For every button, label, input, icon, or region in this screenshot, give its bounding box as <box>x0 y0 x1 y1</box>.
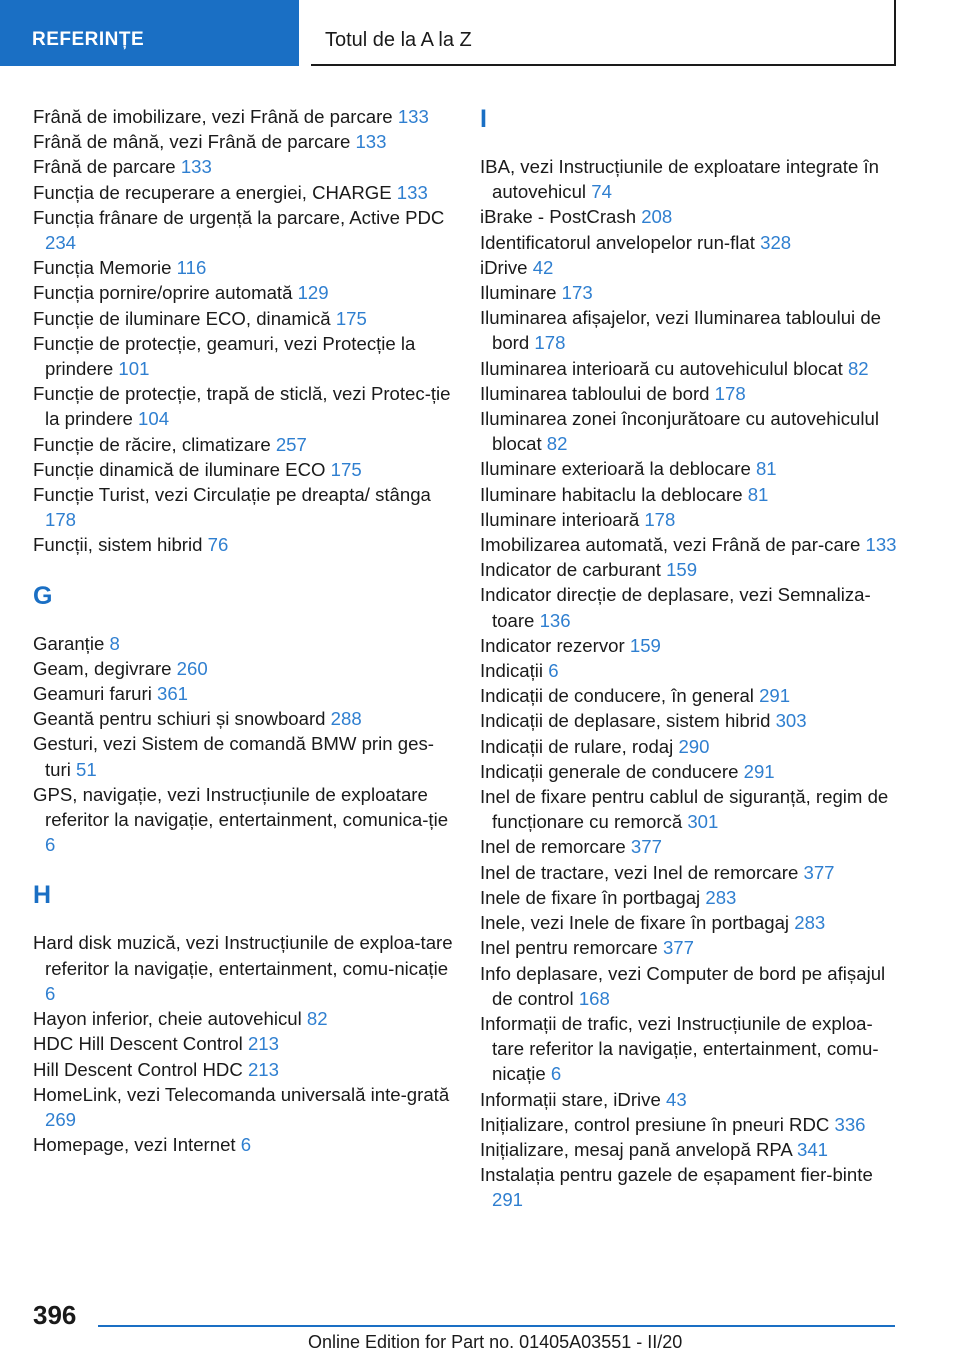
chapter-title: Totul de la A la Z <box>325 29 472 51</box>
page-reference-link[interactable]: 133 <box>180 156 212 178</box>
page-reference-link[interactable]: 208 <box>641 206 673 228</box>
index-entry <box>480 961 900 1011</box>
index-entry <box>33 681 453 706</box>
index-entry <box>33 331 453 381</box>
index-entry-text: Iluminarea afișajelor, vezi Iluminarea tabloului de bord <box>480 307 882 354</box>
index-entry <box>480 230 900 255</box>
index-entry-text: HDC Hill Descent Control <box>33 1033 243 1055</box>
index-entry <box>480 204 900 229</box>
page-reference-link[interactable]: 133 <box>396 181 428 203</box>
page-reference-link[interactable]: 82 <box>306 1008 328 1030</box>
page-reference-link[interactable]: 178 <box>45 509 77 531</box>
index-entry <box>480 381 900 406</box>
page-reference-link[interactable]: 133 <box>865 534 897 556</box>
footer-divider <box>98 1325 895 1327</box>
index-entry-text: Funcția pornire/oprire automată <box>33 282 293 304</box>
page-reference-link[interactable]: 101 <box>118 358 150 380</box>
page-reference-link[interactable]: 6 <box>550 1063 562 1085</box>
index-entry <box>33 731 453 781</box>
index-entry-text: Indicator rezervor <box>480 634 625 656</box>
index-entry-text: Indicator direcție de deplasare, vezi Semnaliza‐toare <box>480 584 871 631</box>
page-reference-link[interactable]: 74 <box>591 181 612 203</box>
index-entry-text: Funcția Memorie <box>33 257 172 279</box>
page-reference-link[interactable]: 234 <box>45 232 77 254</box>
index-column-right <box>480 104 900 1213</box>
page-reference-link[interactable]: 328 <box>760 231 792 253</box>
page-reference-link[interactable]: 159 <box>629 634 661 656</box>
index-entry-text: Homepage, vezi Internet <box>33 1134 236 1156</box>
index-entry-text: Hayon inferior, cheie autovehicul <box>33 1008 302 1030</box>
index-entry-text: Funcția frânare de urgență la parcare, Active PDC <box>33 206 445 228</box>
index-entry-text: Funcții, sistem hibrid <box>33 534 203 556</box>
index-entry <box>33 1031 453 1056</box>
index-entry-text: Indicații de deplasare, sistem hibrid <box>480 710 771 732</box>
page-reference-link[interactable]: 257 <box>275 433 307 455</box>
index-entry <box>480 885 900 910</box>
chapter-title-box <box>311 0 896 66</box>
page-reference-link[interactable]: 173 <box>561 282 593 304</box>
page-reference-link[interactable]: 116 <box>176 257 207 279</box>
index-entry <box>33 656 453 681</box>
index-entry <box>480 1162 900 1212</box>
page-reference-link[interactable]: 341 <box>796 1138 829 1160</box>
index-entry-text: Iluminarea tabloului de bord <box>480 382 710 404</box>
page-reference-link[interactable]: 6 <box>548 660 559 682</box>
page-reference-link[interactable]: 178 <box>534 332 566 354</box>
page-reference-link[interactable]: 178 <box>644 508 676 530</box>
index-entry <box>33 631 453 656</box>
page-reference-link[interactable]: 260 <box>176 657 208 679</box>
index-entry-text: Informații stare, iDrive <box>480 1088 661 1110</box>
index-entry-text: Iluminare exterioară la deblocare <box>480 458 751 480</box>
index-entry-text: Frână de mână, vezi Frână de parcare <box>33 131 351 153</box>
index-entry <box>33 1006 453 1031</box>
index-entry <box>33 532 453 557</box>
index-entry-text: Geam, degivrare <box>33 657 172 679</box>
index-entry-text: Indicații generale de conducere <box>480 760 739 782</box>
index-entry-text: Instalația pentru gazele de eșapament fier‐binte <box>480 1164 873 1186</box>
page-reference-link[interactable]: 6 <box>45 834 56 856</box>
index-letter-heading: G <box>33 581 53 610</box>
index-entry <box>480 532 900 557</box>
index-entry-text: Indicații <box>480 660 544 682</box>
index-entry <box>33 381 453 431</box>
index-entry-text: Funcție de răcire, climatizare <box>33 433 271 455</box>
page-reference-link[interactable]: 51 <box>76 758 97 780</box>
page-reference-link[interactable]: 6 <box>240 1134 252 1156</box>
index-entry <box>33 432 453 457</box>
index-entry-text: Iluminare habitaclu la deblocare <box>480 483 743 505</box>
index-entry <box>480 356 900 381</box>
page-reference-link[interactable]: 213 <box>247 1033 279 1055</box>
index-entry-text: Hard disk muzică, vezi Instrucțiunile de exploa‐tare referitor la navigație, entertainment, comu‐nicație <box>33 932 453 979</box>
index-entry <box>33 104 453 129</box>
index-entry-text: Iluminarea zonei înconjurătoare cu autovehiculul blocat <box>480 408 879 455</box>
index-entry-text: Inel de fixare pentru cablul de siguranță, regim de funcționare cu remorcă <box>480 786 889 833</box>
page-reference-link[interactable]: 8 <box>109 632 120 654</box>
index-letter-heading: H <box>33 881 52 910</box>
index-entry <box>33 457 453 482</box>
index-entry-text: Inele de fixare în portbagaj <box>480 886 701 908</box>
index-entry <box>480 759 900 784</box>
index-entry <box>33 482 453 532</box>
index-entry-text: Indicații de conducere, în general <box>480 685 754 707</box>
index-entry-text: Identificatorul anvelopelor run-flat <box>480 231 755 253</box>
index-entry <box>33 280 453 305</box>
index-entry <box>33 706 453 731</box>
index-entry <box>33 180 453 205</box>
index-entry <box>480 305 900 355</box>
index-entry <box>33 306 453 331</box>
section-label: REFERINȚE <box>32 29 145 50</box>
index-entry <box>480 1137 900 1162</box>
page-number: 396 <box>33 1300 77 1330</box>
index-entry-text: Informații de trafic, vezi Instrucțiunile de exploa‐tare referitor la navigație, entertainment, comu‐nicație <box>480 1012 879 1085</box>
index-entry-text: Info deplasare, vezi Computer de bord pe afișajul de control <box>480 962 886 1009</box>
index-entry-text: Iluminare interioară <box>480 508 640 530</box>
section-tab <box>0 0 299 66</box>
page-reference-link[interactable]: 336 <box>834 1113 866 1135</box>
page-reference-link[interactable]: 168 <box>578 987 610 1009</box>
index-entry <box>480 834 900 859</box>
index-entry <box>480 935 900 960</box>
index-entry-text: Inițializare, mesaj pană anvelopă RPA <box>480 1138 792 1160</box>
index-letter-heading: I <box>480 105 487 133</box>
page-reference-link[interactable]: 301 <box>687 811 719 833</box>
page-reference-link[interactable]: 82 <box>847 357 869 379</box>
index-entry-text: iBrake - PostCrash <box>480 206 637 228</box>
index-entry-text: Frână de parcare <box>33 156 176 178</box>
index-entry-text: Gesturi, vezi Sistem de comandă BMW prin ges‐turi <box>33 733 434 780</box>
page-reference-link[interactable]: 377 <box>630 836 662 858</box>
page-reference-link[interactable]: 291 <box>759 685 791 707</box>
index-entry-text: Funcția de recuperare a energiei, CHARGE <box>33 181 392 203</box>
index-entry <box>480 482 900 507</box>
page-header <box>0 0 960 66</box>
page-reference-link[interactable]: 81 <box>755 458 777 480</box>
index-entry <box>33 154 453 179</box>
page-reference-link[interactable]: 283 <box>705 886 737 908</box>
index-entry <box>33 205 453 255</box>
index-entry <box>480 658 900 683</box>
index-entry <box>33 129 453 154</box>
index-entry-text: Imobilizarea automată, vezi Frână de par‐care <box>480 534 861 556</box>
index-entry-text: Inel de tractare, vezi Inel de remorcare <box>480 861 799 883</box>
index-entry <box>480 708 900 733</box>
index-entry-text: iDrive <box>480 256 528 278</box>
index-entry-text: Funcție de protecție, trapă de sticlă, vezi Protec‐ție la prindere <box>33 383 451 430</box>
page-reference-link[interactable]: 43 <box>666 1088 687 1110</box>
index-entry <box>480 633 900 658</box>
page-reference-link[interactable]: 377 <box>662 937 694 959</box>
page-reference-link[interactable]: 136 <box>539 609 571 631</box>
index-entry-text: Geamuri faruri <box>33 683 152 705</box>
index-entry <box>33 782 453 858</box>
index-entry-text: Funcție de protecție, geamuri, vezi Protecție la prindere <box>33 332 416 380</box>
index-entry-text: Indicații de rulare, rodaj <box>480 735 674 757</box>
index-entry <box>33 1132 453 1157</box>
page-reference-link[interactable]: 175 <box>335 307 367 329</box>
index-entry-text: Inel pentru remorcare <box>480 937 658 959</box>
index-entry <box>480 406 900 456</box>
page-reference-link[interactable]: 133 <box>397 106 429 127</box>
page-reference-link[interactable]: 283 <box>794 912 826 934</box>
footer-edition-text: Online Edition for Part no. 01405A03551 - II/20 <box>308 1332 683 1352</box>
index-entry <box>480 582 900 632</box>
page-reference-link[interactable]: 290 <box>678 735 710 757</box>
page-reference-link[interactable]: 213 <box>247 1058 279 1080</box>
page-reference-link[interactable]: 82 <box>546 433 568 455</box>
index-entry-text: Inele, vezi Inele de fixare în portbagaj <box>480 912 790 934</box>
index-entry <box>480 456 900 481</box>
index-entry <box>480 507 900 532</box>
index-entry-text: Inel de remorcare <box>480 836 626 858</box>
index-entry <box>480 784 900 834</box>
index-entry-text: Geantă pentru schiuri și snowboard <box>33 708 326 730</box>
index-entry <box>33 255 453 280</box>
index-entry-text: Inițializare, control presiune în pneuri RDC <box>480 1113 830 1135</box>
index-entry <box>480 280 900 305</box>
index-entry <box>33 1057 453 1082</box>
index-entry <box>480 683 900 708</box>
index-entry <box>480 255 900 280</box>
page-reference-link[interactable]: 377 <box>803 861 835 883</box>
index-entry-text: Garanție <box>33 632 105 654</box>
page-reference-link[interactable]: 6 <box>45 982 56 1004</box>
index-entry-text: Funcție Turist, vezi Circulație pe dreapta/ stânga <box>33 484 431 506</box>
index-entry <box>480 860 900 885</box>
index-column-left <box>33 104 453 1157</box>
page-reference-link[interactable]: 291 <box>492 1189 524 1211</box>
index-entry-text: Iluminarea interioară cu autovehiculul blocat <box>480 357 843 379</box>
index-entry <box>480 734 900 759</box>
index-entry-text: Iluminare <box>480 282 557 304</box>
index-entry <box>33 930 453 1006</box>
index-entry <box>480 154 900 204</box>
page-reference-link[interactable]: 269 <box>45 1108 77 1130</box>
index-entry-text: Funcție dinamică de iluminare ECO <box>33 458 326 480</box>
index-entry-text: GPS, navigație, vezi Instrucțiunile de exploatare referitor la navigație, entertainment, comunica‐ție <box>33 783 449 831</box>
index-entry-text: Indicator de carburant <box>480 559 661 581</box>
page-reference-link[interactable]: 303 <box>775 710 807 732</box>
page-reference-link[interactable]: 81 <box>747 483 769 505</box>
page-reference-link[interactable]: 288 <box>330 708 362 730</box>
page-reference-link[interactable]: 76 <box>207 534 229 556</box>
page-reference-link[interactable]: 129 <box>297 282 329 304</box>
index-entry-text: Funcție de iluminare ECO, dinamică <box>33 307 331 329</box>
index-entry <box>480 1011 900 1087</box>
page-reference-link[interactable]: 291 <box>743 760 775 782</box>
page-reference-link[interactable]: 42 <box>532 256 554 278</box>
page-reference-link[interactable]: 178 <box>714 382 746 404</box>
index-entry-text: IBA, vezi Instrucțiunile de exploatare integrate în autovehicul <box>480 156 879 203</box>
index-entry <box>33 1082 453 1132</box>
page-reference-link[interactable]: 104 <box>138 408 170 430</box>
index-entry <box>480 910 900 935</box>
index-entry <box>480 1112 900 1137</box>
page-reference-link[interactable]: 361 <box>157 683 189 705</box>
index-entry <box>480 557 900 582</box>
page-reference-link[interactable]: 175 <box>330 458 362 480</box>
index-entry-text: HomeLink, vezi Telecomanda universală inte‐grată <box>33 1083 450 1105</box>
index-entry-text: Frână de imobilizare, vezi Frână de parcare <box>33 106 393 127</box>
index-entry-text: Hill Descent Control HDC <box>33 1058 243 1080</box>
page-reference-link[interactable]: 133 <box>355 131 387 153</box>
index-entry <box>480 1087 900 1112</box>
page-reference-link[interactable]: 159 <box>666 559 698 581</box>
